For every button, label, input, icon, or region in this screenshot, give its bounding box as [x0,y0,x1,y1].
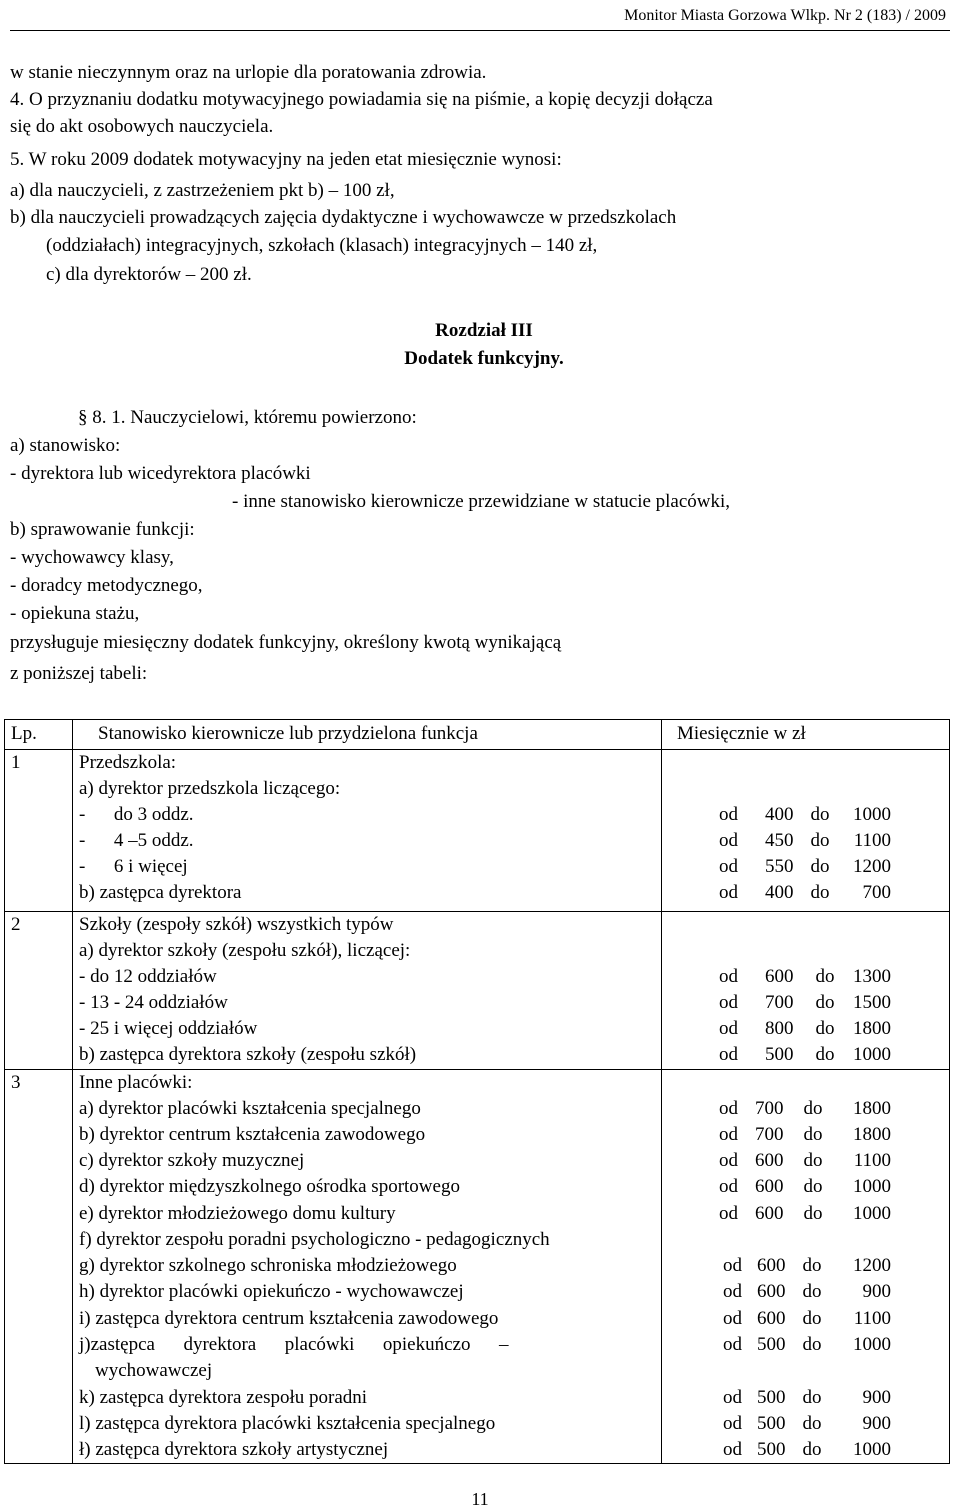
amount-od: od [719,1018,738,1039]
body-line-12: - inne stanowisko kierownicze przewidziane w statucie placówki, [232,491,731,512]
header-rule [10,30,950,31]
amount-max: 1000 [853,1203,891,1224]
amount-max: 1000 [853,1044,891,1065]
amount-od: od [723,1439,742,1460]
amount-range [719,964,891,990]
amount-min: 700 [755,1124,784,1145]
amount-range [719,802,891,828]
amount-od: od [723,1387,742,1408]
amount-od: od [719,1044,738,1065]
section-3-row: i) zastępca dyrektora centrum kształcenia zawodowego [79,1308,499,1329]
amount-min: 500 [757,1439,786,1460]
amount-max: 1100 [853,830,891,851]
amount-range [723,1306,891,1332]
amount-do: do [802,1281,822,1302]
amount-range [723,1385,891,1411]
amount-od: od [719,1176,738,1197]
section-1-row: - 6 i więcej [79,856,188,877]
body-line-16: - opiekuna stażu, [10,603,140,624]
amount-do: do [803,1176,823,1197]
amount-max: 1800 [853,1098,891,1119]
body-line-6: b) dla nauczycieli prowadzących zajęcia dydaktyczne i wychowawcze w przedszkolach [10,207,677,228]
amount-do: do [802,1413,822,1434]
table-row-number: 1 [11,752,21,773]
amount-max: 1000 [853,804,891,825]
body-line-11: - dyrektora lub wicedyrektora placówki [10,463,311,484]
amount-min: 600 [755,1150,784,1171]
amount-od: od [723,1281,742,1302]
amount-do: do [815,966,835,987]
amount-range [719,990,891,1016]
amount-max: 900 [862,1413,891,1434]
body-line-1: w stanie nieczynnym oraz na urlopie dla poratowania zdrowia. [10,62,487,83]
body-line-18: z poniższej tabeli: [10,663,148,684]
allowance-table [4,719,950,1464]
amount-min: 700 [765,992,794,1013]
table-column-divider [72,720,73,1463]
amount-min: 400 [765,804,794,825]
section-3-row-continued: wychowawczej [95,1360,213,1381]
amount-od: od [719,1124,738,1145]
section-2-title: Szkoły (zespoły szkół) wszystkich typów [79,914,394,935]
amount-od: od [719,804,738,825]
paragraph-8-heading: § 8. 1. Nauczycielowi, któremu powierzono: [78,407,417,428]
amount-do: do [810,804,830,825]
amount-max: 700 [862,882,891,903]
amount-min: 400 [765,882,794,903]
amount-range [719,1122,891,1148]
section-3-row: ł) zastępca dyrektora szkoły artystycznej [79,1439,389,1460]
body-line-8: c) dla dyrektorów – 200 zł. [46,264,252,285]
section-1-row: - 4 –5 oddz. [79,830,194,851]
amount-do: do [802,1308,822,1329]
amount-min: 550 [765,856,794,877]
amount-min: 600 [765,966,794,987]
amount-do: do [802,1439,822,1460]
amount-range [719,1096,891,1122]
table-column-divider [661,720,662,1463]
table-row-number: 3 [11,1072,21,1093]
amount-od: od [723,1308,742,1329]
amount-do: do [802,1334,822,1355]
amount-min: 700 [755,1098,784,1119]
amount-do: do [815,1044,835,1065]
amount-min: 500 [757,1387,786,1408]
amount-range [723,1253,891,1279]
amount-min: 600 [755,1203,784,1224]
amount-max: 1300 [853,966,891,987]
amount-max: 1200 [853,1255,891,1276]
amount-min: 500 [757,1413,786,1434]
amount-min: 800 [765,1018,794,1039]
amount-range [723,1437,891,1463]
amount-do: do [803,1150,823,1171]
amount-od: od [723,1255,742,1276]
section-1-sub: a) dyrektor przedszkola liczącego: [79,778,341,799]
body-line-13: b) sprawowanie funkcji: [10,519,195,540]
amount-range [719,880,891,906]
section-3-title: Inne placówki: [79,1072,193,1093]
body-line-2: 4. O przyznaniu dodatku motywacyjnego powiadamia się na piśmie, a kopię decyzji dołącza [10,89,713,110]
section-3-row: e) dyrektor młodzieżowego domu kultury [79,1203,396,1224]
amount-od: od [719,882,738,903]
amount-min: 600 [755,1176,784,1197]
amount-do: do [810,830,830,851]
table-header-amount: Miesięcznie w zł [677,723,806,744]
section-3-row: h) dyrektor placówki opiekuńczo - wychowawczej [79,1281,464,1302]
amount-min: 600 [757,1281,786,1302]
section-3-row: k) zastępca dyrektora zespołu poradni [79,1387,368,1408]
amount-max: 1000 [853,1176,891,1197]
amount-min: 450 [765,830,794,851]
amount-od: od [719,830,738,851]
amount-do: do [810,882,830,903]
body-line-15: - doradcy metodycznego, [10,575,203,596]
amount-min: 500 [765,1044,794,1065]
section-3-row: c) dyrektor szkoły muzycznej [79,1150,305,1171]
body-line-7: (oddziałach) integracyjnych, szkołach (klasach) integracyjnych – 140 zł, [46,235,598,256]
amount-max: 1100 [853,1150,891,1171]
amount-range [723,1332,891,1358]
section-2-row: - do 12 oddziałów [79,966,217,987]
amount-do: do [803,1098,823,1119]
amount-max: 1000 [853,1334,891,1355]
body-line-14: - wychowawcy klasy, [10,547,174,568]
section-1-row: b) zastępca dyrektora [79,882,242,903]
amount-min: 600 [757,1255,786,1276]
section-2-row: b) zastępca dyrektora szkoły (zespołu szkół) [79,1044,417,1065]
section-3-row: j)zastępca dyrektora placówki opiekuńczo – [79,1334,509,1355]
amount-do: do [803,1203,823,1224]
body-line-4: 5. W roku 2009 dodatek motywacyjny na jeden etat miesięcznie wynosi: [10,149,562,170]
section-3-row: b) dyrektor centrum kształcenia zawodowego [79,1124,426,1145]
amount-range [719,1148,891,1174]
amount-min: 600 [757,1308,786,1329]
amount-range [719,1042,891,1068]
amount-max: 1800 [853,1018,891,1039]
amount-max: 1100 [853,1308,891,1329]
section-1-row: - do 3 oddz. [79,804,194,825]
table-row-number: 2 [11,914,21,935]
running-header: Monitor Miasta Gorzowa Wlkp. Nr 2 (183) / 2009 [624,7,946,24]
amount-max: 1800 [853,1124,891,1145]
body-line-5: a) dla nauczycieli, z zastrzeżeniem pkt b) – 100 zł, [10,180,395,201]
chapter-title: Rozdział III [435,320,533,341]
section-1-title: Przedszkola: [79,752,177,773]
amount-range [719,854,891,880]
amount-do: do [810,856,830,877]
amount-od: od [719,966,738,987]
body-line-10: a) stanowisko: [10,435,121,456]
section-2-sub: a) dyrektor szkoły (zespołu szkół), liczącej: [79,940,411,961]
amount-od: od [723,1334,742,1355]
amount-max: 1200 [853,856,891,877]
section-2-row: - 13 - 24 oddziałów [79,992,228,1013]
amount-range [723,1279,891,1305]
amount-do: do [815,1018,835,1039]
amount-do: do [815,992,835,1013]
amount-range [719,1174,891,1200]
body-line-17: przysługuje miesięczny dodatek funkcyjny, określony kwotą wynikającą [10,632,562,653]
table-header-lp: Lp. [11,723,37,744]
amount-do: do [802,1387,822,1408]
amount-max: 1000 [853,1439,891,1460]
section-2-row: - 25 i więcej oddziałów [79,1018,258,1039]
amount-od: od [719,1203,738,1224]
amount-max: 900 [862,1281,891,1302]
amount-od: od [719,992,738,1013]
section-3-row: g) dyrektor szkolnego schroniska młodzieżowego [79,1255,457,1276]
amount-range [719,828,891,854]
page-number: 11 [471,1489,489,1509]
amount-do: do [803,1124,823,1145]
amount-od: od [719,1150,738,1171]
amount-range [719,1201,891,1227]
amount-max: 900 [862,1387,891,1408]
amount-range [719,1016,891,1042]
chapter-subtitle: Dodatek funkcyjny. [404,348,564,369]
table-header-function: Stanowisko kierownicze lub przydzielona funkcja [98,723,478,744]
amount-od: od [719,1098,738,1119]
amount-range [723,1411,891,1437]
amount-min: 500 [757,1334,786,1355]
amount-od: od [723,1413,742,1434]
section-3-row: f) dyrektor zespołu poradni psychologiczno - pedagogicznych [79,1229,550,1250]
amount-od: od [719,856,738,877]
amount-max: 1500 [853,992,891,1013]
amount-do: do [802,1255,822,1276]
section-3-row: d) dyrektor międzyszkolnego ośrodka sportowego [79,1176,460,1197]
section-3-row: a) dyrektor placówki kształcenia specjalnego [79,1098,421,1119]
body-line-3: się do akt osobowych nauczyciela. [10,116,274,137]
section-3-row: l) zastępca dyrektora placówki kształcenia specjalnego [79,1413,496,1434]
